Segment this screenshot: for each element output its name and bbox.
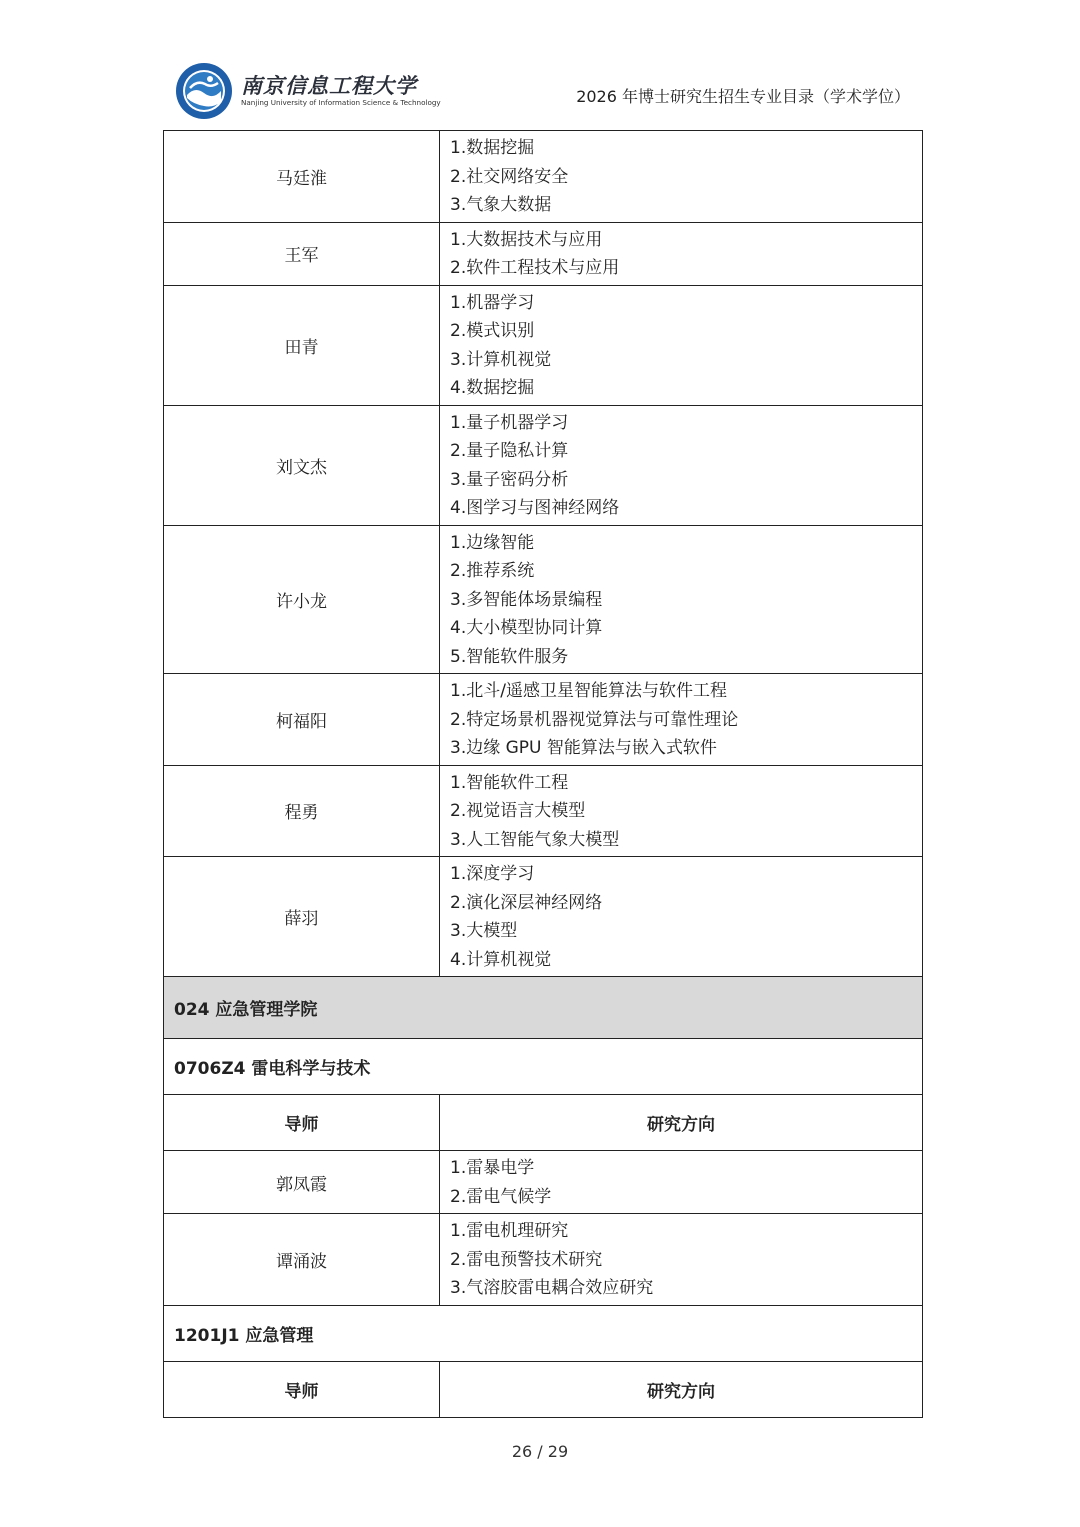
advisor-name: 王军: [164, 222, 440, 285]
school-row: [164, 977, 923, 1039]
catalog-table: [163, 130, 923, 1418]
research-direction-item: 1.边缘智能: [450, 532, 535, 553]
university-emblem-icon: [175, 62, 233, 120]
research-direction-item: 5.智能软件服务: [450, 646, 569, 667]
research-direction-item: 2.特定场景机器视觉算法与可靠性理论: [450, 709, 739, 730]
research-direction-item: 2.视觉语言大模型: [450, 801, 586, 821]
column-header-row: [164, 1095, 923, 1151]
advisor-name: 田青: [164, 285, 440, 405]
research-directions: [440, 525, 923, 674]
research-direction-item: 3.人工智能气象大模型: [450, 829, 620, 850]
advisor-column-header: 导师: [164, 1095, 440, 1151]
research-direction-item: 2.软件工程技术与应用: [450, 258, 620, 278]
research-direction-item: 3.计算机视觉: [450, 349, 552, 370]
research-direction-item: 1.智能软件工程: [450, 772, 569, 793]
research-direction-item: 1.雷暴电学: [450, 1158, 535, 1178]
research-direction-item: 3.大模型: [450, 921, 518, 941]
page-number: 26 / 29: [511, 1442, 569, 1461]
research-direction-item: 4.计算机视觉: [450, 949, 552, 970]
advisor-name: 郭凤霞: [164, 1151, 440, 1214]
advisor-row: [164, 131, 923, 223]
university-name-cn: 南京信息工程大学: [241, 73, 417, 98]
research-directions: [440, 857, 923, 977]
research-directions: [440, 285, 923, 405]
advisor-name: 马廷淮: [164, 131, 440, 223]
advisor-row: [164, 1214, 923, 1306]
advisor-row: [164, 1151, 923, 1214]
advisor-name: 程勇: [164, 765, 440, 857]
catalog-title: 2026 年博士研究生招生专业目录（学术学位）: [576, 87, 910, 106]
advisor-name: 谭涌波: [164, 1214, 440, 1306]
advisor-row: [164, 857, 923, 977]
research-directions: [440, 405, 923, 525]
advisor-row: [164, 222, 923, 285]
university-name-en: Nanjing University of Information Science & Technology: [241, 98, 441, 107]
research-direction-item: 2.模式识别: [450, 321, 535, 341]
research-direction-item: 4.图学习与图神经网络: [450, 498, 620, 518]
research-direction-item: 2.量子隐私计算: [450, 441, 569, 461]
research-direction-item: 2.社交网络安全: [450, 166, 569, 187]
major-title: 1201J1 应急管理: [164, 1305, 923, 1361]
research-directions: [440, 674, 923, 766]
research-direction-item: 1.机器学习: [450, 292, 535, 313]
research-direction-item: 3.边缘 GPU 智能算法与嵌入式软件: [450, 738, 717, 758]
research-direction-item: 3.量子密码分析: [450, 469, 569, 490]
advisor-name: 薛羽: [164, 857, 440, 977]
research-directions: [440, 1214, 923, 1306]
major-row: [164, 1039, 923, 1095]
research-direction-item: 1.北斗/遥感卫星智能算法与软件工程: [450, 681, 727, 701]
advisor-column-header: 导师: [164, 1361, 440, 1417]
direction-column-header: 研究方向: [440, 1095, 923, 1151]
research-direction-item: 1.数据挖掘: [450, 138, 535, 158]
research-direction-item: 3.气象大数据: [450, 195, 552, 215]
research-direction-item: 1.雷电机理研究: [450, 1221, 569, 1241]
major-title: 0706Z4 雷电科学与技术: [164, 1039, 923, 1095]
research-direction-item: 1.大数据技术与应用: [450, 229, 603, 250]
advisor-row: [164, 405, 923, 525]
page-header: [163, 62, 922, 124]
research-directions: [440, 765, 923, 857]
university-logo: [175, 62, 441, 120]
advisor-name: 许小龙: [164, 525, 440, 674]
research-direction-item: 2.演化深层神经网络: [450, 892, 603, 913]
advisor-name: 刘文杰: [164, 405, 440, 525]
research-directions: [440, 131, 923, 223]
advisor-name: 柯福阳: [164, 674, 440, 766]
advisor-row: [164, 765, 923, 857]
research-direction-item: 4.大小模型协同计算: [450, 618, 603, 638]
research-direction-item: 4.数据挖掘: [450, 378, 535, 398]
research-direction-item: 3.气溶胶雷电耦合效应研究: [450, 1278, 654, 1298]
research-direction-item: 2.雷电预警技术研究: [450, 1249, 603, 1270]
advisor-row: [164, 525, 923, 674]
research-direction-item: 1.深度学习: [450, 864, 535, 884]
advisor-row: [164, 285, 923, 405]
advisor-row: [164, 674, 923, 766]
research-direction-item: 2.推荐系统: [450, 561, 535, 581]
column-header-row: [164, 1361, 923, 1417]
research-directions: [440, 222, 923, 285]
research-directions: [440, 1151, 923, 1214]
research-direction-item: 2.雷电气候学: [450, 1186, 552, 1207]
research-direction-item: 1.量子机器学习: [450, 412, 569, 433]
research-direction-item: 3.多智能体场景编程: [450, 589, 603, 610]
direction-column-header: 研究方向: [440, 1361, 923, 1417]
school-title: 024 应急管理学院: [164, 977, 923, 1039]
major-row: [164, 1305, 923, 1361]
